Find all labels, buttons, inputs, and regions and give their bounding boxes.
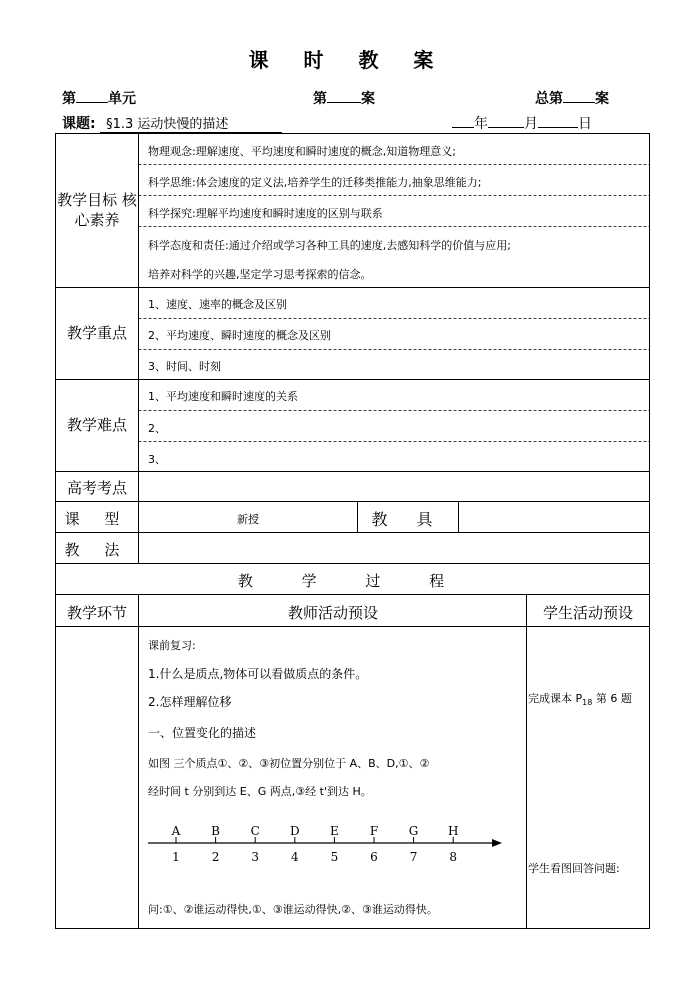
- lesson-type-value: 新授: [237, 513, 259, 526]
- axis-number: 8: [449, 850, 458, 864]
- day-blank[interactable]: [538, 114, 578, 128]
- difficult-point-item: 2、: [148, 422, 166, 435]
- method-label: 教 法: [64, 541, 130, 559]
- axis-number: 3: [251, 850, 260, 864]
- key-points-label: 教学重点: [66, 324, 127, 342]
- axis-letter: E: [330, 824, 339, 838]
- total-case-blank[interactable]: [563, 89, 595, 103]
- axis-number: 5: [330, 850, 339, 864]
- topic-value[interactable]: §1.3 运动快慢的描述: [100, 113, 282, 133]
- col-stage-header: 教学环节: [66, 604, 127, 622]
- axis-letter: F: [369, 824, 379, 838]
- key-point-item: 1、速度、速率的概念及区别: [148, 298, 287, 311]
- axis-number: 7: [409, 850, 418, 864]
- year-blank[interactable]: [452, 114, 474, 128]
- key-point-item: 2、平均速度、瞬时速度的概念及区别: [148, 329, 331, 342]
- col-student-header: 学生活动预设: [542, 604, 633, 622]
- goals-label: 教学目标 核 心素养: [57, 191, 137, 229]
- total-case-field: 总第 案: [535, 91, 609, 107]
- process-title: 教 学 过 程: [237, 572, 467, 590]
- page-title: 课 时 教 案: [248, 48, 448, 72]
- axis-number: 6: [370, 850, 378, 864]
- goal-item: 科学思维:体会速度的定义法,培养学生的迁移类推能力,抽象思维能力;: [148, 176, 482, 189]
- axis-letter: H: [447, 824, 459, 838]
- axis-letter: D: [289, 824, 300, 838]
- month-blank[interactable]: [488, 114, 524, 128]
- key-point-item: 3、时间、时刻: [148, 360, 221, 373]
- difficult-points-label: 教学难点: [66, 416, 127, 434]
- axis-number: 4: [290, 850, 299, 864]
- difficult-point-item: 1、平均速度和瞬时速度的关系: [148, 390, 298, 403]
- teacher-line: 如图 三个质点①、②、③初位置分别位于 A、B、D,①、②: [148, 757, 430, 770]
- axis-letter: A: [171, 824, 181, 838]
- date-field: 年 月 日: [452, 113, 592, 133]
- student-answer: 学生看图回答问题:: [528, 862, 620, 875]
- goal-item: 培养对科学的兴趣,坚定学习思考探索的信念。: [148, 268, 372, 281]
- goal-item: 科学态度和责任:通过介绍或学习各种工具的速度,去感知科学的价值与应用;: [148, 239, 511, 252]
- lesson-type-label: 课 型: [64, 510, 130, 528]
- axis-number: 1: [172, 850, 180, 864]
- goal-item: 科学探究:理解平均速度和瞬时速度的区别与联系: [148, 207, 383, 220]
- case-field: 第 案: [313, 91, 375, 107]
- teacher-line: 课前复习:: [148, 639, 196, 652]
- case-blank[interactable]: [327, 89, 361, 103]
- student-task: 完成课本 $P_{18}$ 第 6 题: [528, 692, 632, 708]
- teacher-question: 问:①、②谁运动得快,①、③谁运动得快,②、③谁运动得快。: [148, 903, 438, 916]
- axis-arrow-icon: [492, 839, 502, 847]
- difficult-point-item: 3、: [148, 453, 166, 466]
- axis-letter: G: [408, 824, 419, 838]
- unit-blank[interactable]: [76, 89, 108, 103]
- axis-letter: C: [250, 824, 260, 838]
- unit-field: 第 单元: [62, 91, 136, 107]
- goal-item: 物理观念:理解速度、平均速度和瞬时速度的概念,知道物理意义;: [148, 145, 456, 158]
- teacher-line: 一、位置变化的描述: [148, 726, 257, 740]
- tools-label: 教 具: [371, 510, 445, 529]
- axis-number: 2: [211, 850, 220, 864]
- topic-field: 课题: §1.3 运动快慢的描述: [62, 113, 282, 133]
- col-teacher-header: 教师活动预设: [287, 604, 378, 622]
- teacher-line: 1.什么是质点,物体可以看做质点的条件。: [148, 667, 368, 681]
- exam-points-label: 高考考点: [66, 479, 127, 497]
- teacher-line: 经时间 t 分别到达 E、G 两点,③经 t'到达 H。: [148, 785, 372, 798]
- axis-letter: B: [211, 824, 221, 838]
- position-number-line: [140, 818, 520, 872]
- teacher-line: 2.怎样理解位移: [148, 695, 232, 709]
